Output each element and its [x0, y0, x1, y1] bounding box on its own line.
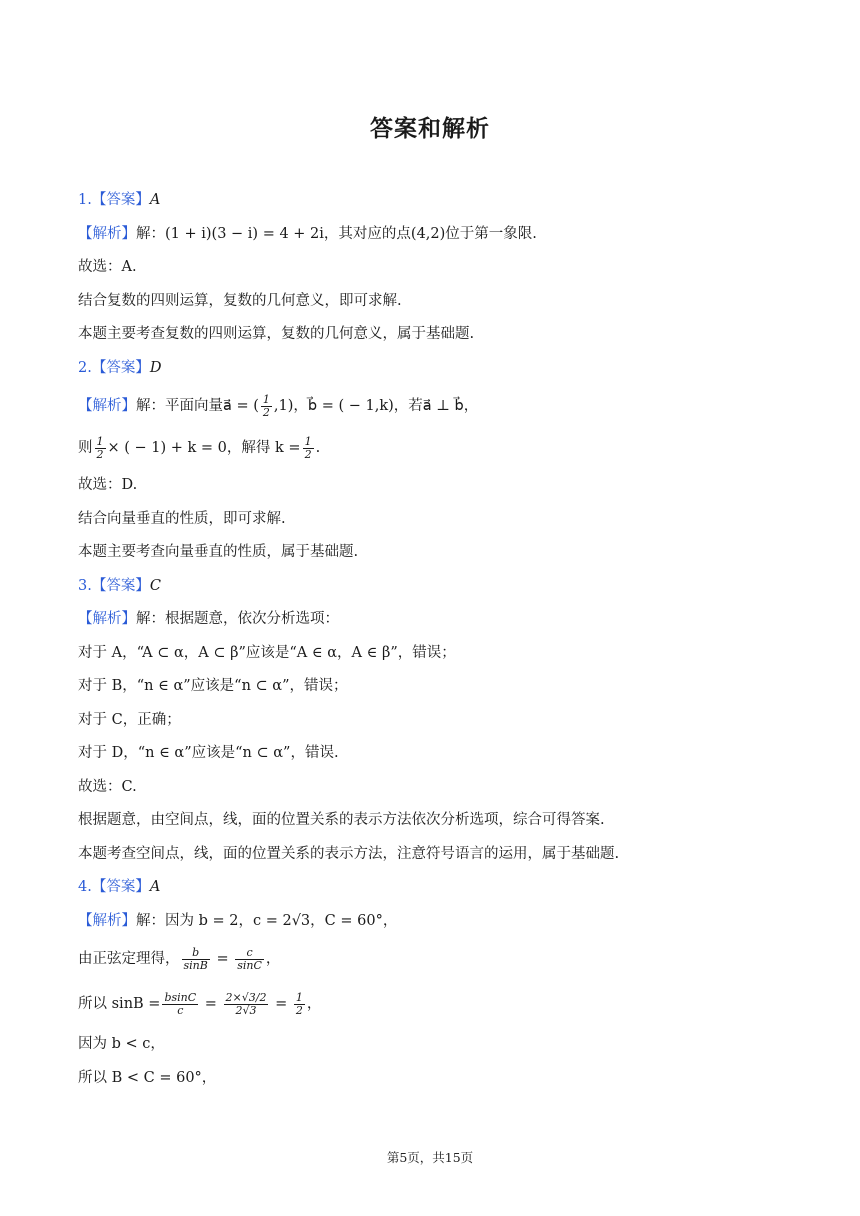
q4-fraction-1 — [162, 992, 198, 1017]
q2-line1a: 解：平面向量a⃗ = ( — [136, 398, 259, 414]
q4-f3-num: 1 — [295, 990, 303, 1004]
q2-frac-num: 1 — [262, 392, 270, 406]
q4-fb-num: b — [182, 947, 210, 960]
q2-frac3-den: 2 — [304, 447, 312, 461]
q3-line3: 对于 B，“n ∈ α”应该是“n ⊂ α”，错误； — [78, 678, 348, 694]
q4-line1: 解：因为 b = 2，c = 2√3，C = 60°， — [136, 912, 398, 929]
q4-line2b: ， — [265, 951, 281, 967]
page-title: 答案和解析 — [370, 116, 490, 142]
q1-analysis — [78, 218, 778, 252]
q1-answer-label: 1.【答案】 — [78, 192, 150, 208]
q2-line2b: × ( − 1) + k = 0，解得 k = — [107, 440, 301, 456]
q2-line4: 结合向量垂直的性质，即可求解. — [78, 510, 286, 527]
q4-fraction-c-sinc — [235, 947, 264, 972]
q2-fraction-half — [261, 394, 272, 419]
q3-answer-value: C — [149, 577, 161, 594]
q2-fraction-half-3 — [303, 436, 314, 461]
q2-line3: 故选：D. — [78, 477, 138, 493]
q3-analysis — [78, 603, 778, 637]
q2-frac2-num: 1 — [96, 434, 104, 448]
q3-answer-label: 3.【答案】 — [78, 577, 150, 594]
q2-frac2-den: 2 — [96, 447, 104, 461]
q1-answer-value: A — [149, 192, 161, 208]
q4-line4: 因为 b < c， — [78, 1036, 165, 1052]
q4-fb-den: sinB — [183, 958, 208, 972]
q1-answer — [78, 184, 778, 218]
q4-f2-den: 2√3 — [235, 1003, 257, 1017]
q1-line1: 解：(1 + i)(3 − i) = 4 + 2i，其对应的点(4,2)位于第一象限. — [136, 225, 537, 242]
q2-fraction-half-2 — [95, 436, 106, 461]
q3-line5: 对于 D，“n ∈ α”应该是“n ⊂ α”，错误. — [78, 745, 339, 761]
q2-frac-den: 2 — [262, 405, 270, 419]
answer-content — [78, 184, 778, 1095]
q4-line3a: 所以 sinB = — [78, 996, 161, 1012]
q4-f2-num: 2×√3/2 — [225, 990, 267, 1004]
q4-line3: 所以 sinB = $\frac{bsinC}{c}$ = $\frac{2\times√3/2}{2√3}$ = $\frac{1}{2}$ ， — [78, 990, 322, 1017]
q2-analysis-tag: 【解析】 — [78, 398, 136, 414]
q3-line1: 解：根据题意，依次分析选项： — [136, 611, 339, 627]
q4-fraction-2 — [224, 992, 269, 1017]
q4-answer-value: A — [149, 879, 161, 895]
q2-answer-value: D — [149, 359, 162, 376]
q4-line5: 所以 B < C = 60°， — [78, 1069, 217, 1086]
q2-line2c: . — [315, 440, 321, 456]
q4-f3-den: 2 — [295, 1003, 303, 1017]
q3-answer — [78, 570, 778, 604]
q3-analysis-tag: 【解析】 — [78, 611, 136, 627]
q2-line1b: ,1)，b⃗ = ( − 1,k)，若a⃗ ⊥ b⃗， — [273, 398, 479, 414]
q4-f1-num: bsinC — [164, 990, 197, 1004]
q4-fc-den: sinC — [237, 958, 262, 972]
q2-answer-label: 2.【答案】 — [78, 359, 150, 376]
q4-fc-num: c — [235, 947, 264, 960]
q4-line3b: ， — [306, 996, 322, 1012]
q3-line8: 本题考查空间点，线，面的位置关系的表示方法，注意符号语言的运用，属于基础题. — [78, 845, 620, 862]
q3-line4: 对于 C，正确； — [78, 711, 181, 728]
q1-line4: 本题主要考查复数的四则运算，复数的几何意义，属于基础题. — [78, 326, 475, 342]
q3-line2: 对于 A，“A ⊂ α，A ⊂ β”应该是“A ∈ α，A ∈ β”，错误； — [78, 644, 456, 661]
q2-line2 — [78, 427, 778, 469]
q1-analysis-tag: 【解析】 — [78, 225, 136, 242]
q4-line2: 由正弦定理得， $\frac{b}{\sin B}$ = $\frac{c}{\sin C}$ ， — [78, 945, 281, 972]
page-footer: 第5页，共15页 — [386, 1150, 474, 1165]
q4-line2a: 由正弦定理得， — [78, 951, 180, 967]
q4-fraction-b-sinb — [182, 947, 210, 972]
q4-analysis-tag: 【解析】 — [78, 912, 136, 929]
q1-line2: 故选：A. — [78, 259, 137, 275]
q3-line7: 根据题意，由空间点，线，面的位置关系的表示方法依次分析选项，综合可得答案. — [78, 812, 605, 828]
q4-analysis — [78, 905, 778, 939]
q1-line3: 结合复数的四则运算，复数的几何意义，即可求解. — [78, 292, 402, 309]
q3-line6: 故选：C. — [78, 778, 137, 795]
q2-line2a: 则 — [78, 440, 93, 456]
q2-frac3-num: 1 — [304, 434, 312, 448]
q4-answer — [78, 871, 778, 905]
q2-answer — [78, 352, 778, 386]
q4-fraction-3 — [294, 992, 305, 1017]
q2-line5: 本题主要考查向量垂直的性质，属于基础题. — [78, 544, 359, 560]
q2-analysis — [78, 385, 778, 427]
q4-f1-den: c — [177, 1003, 184, 1017]
q4-answer-label: 4.【答案】 — [78, 879, 150, 895]
